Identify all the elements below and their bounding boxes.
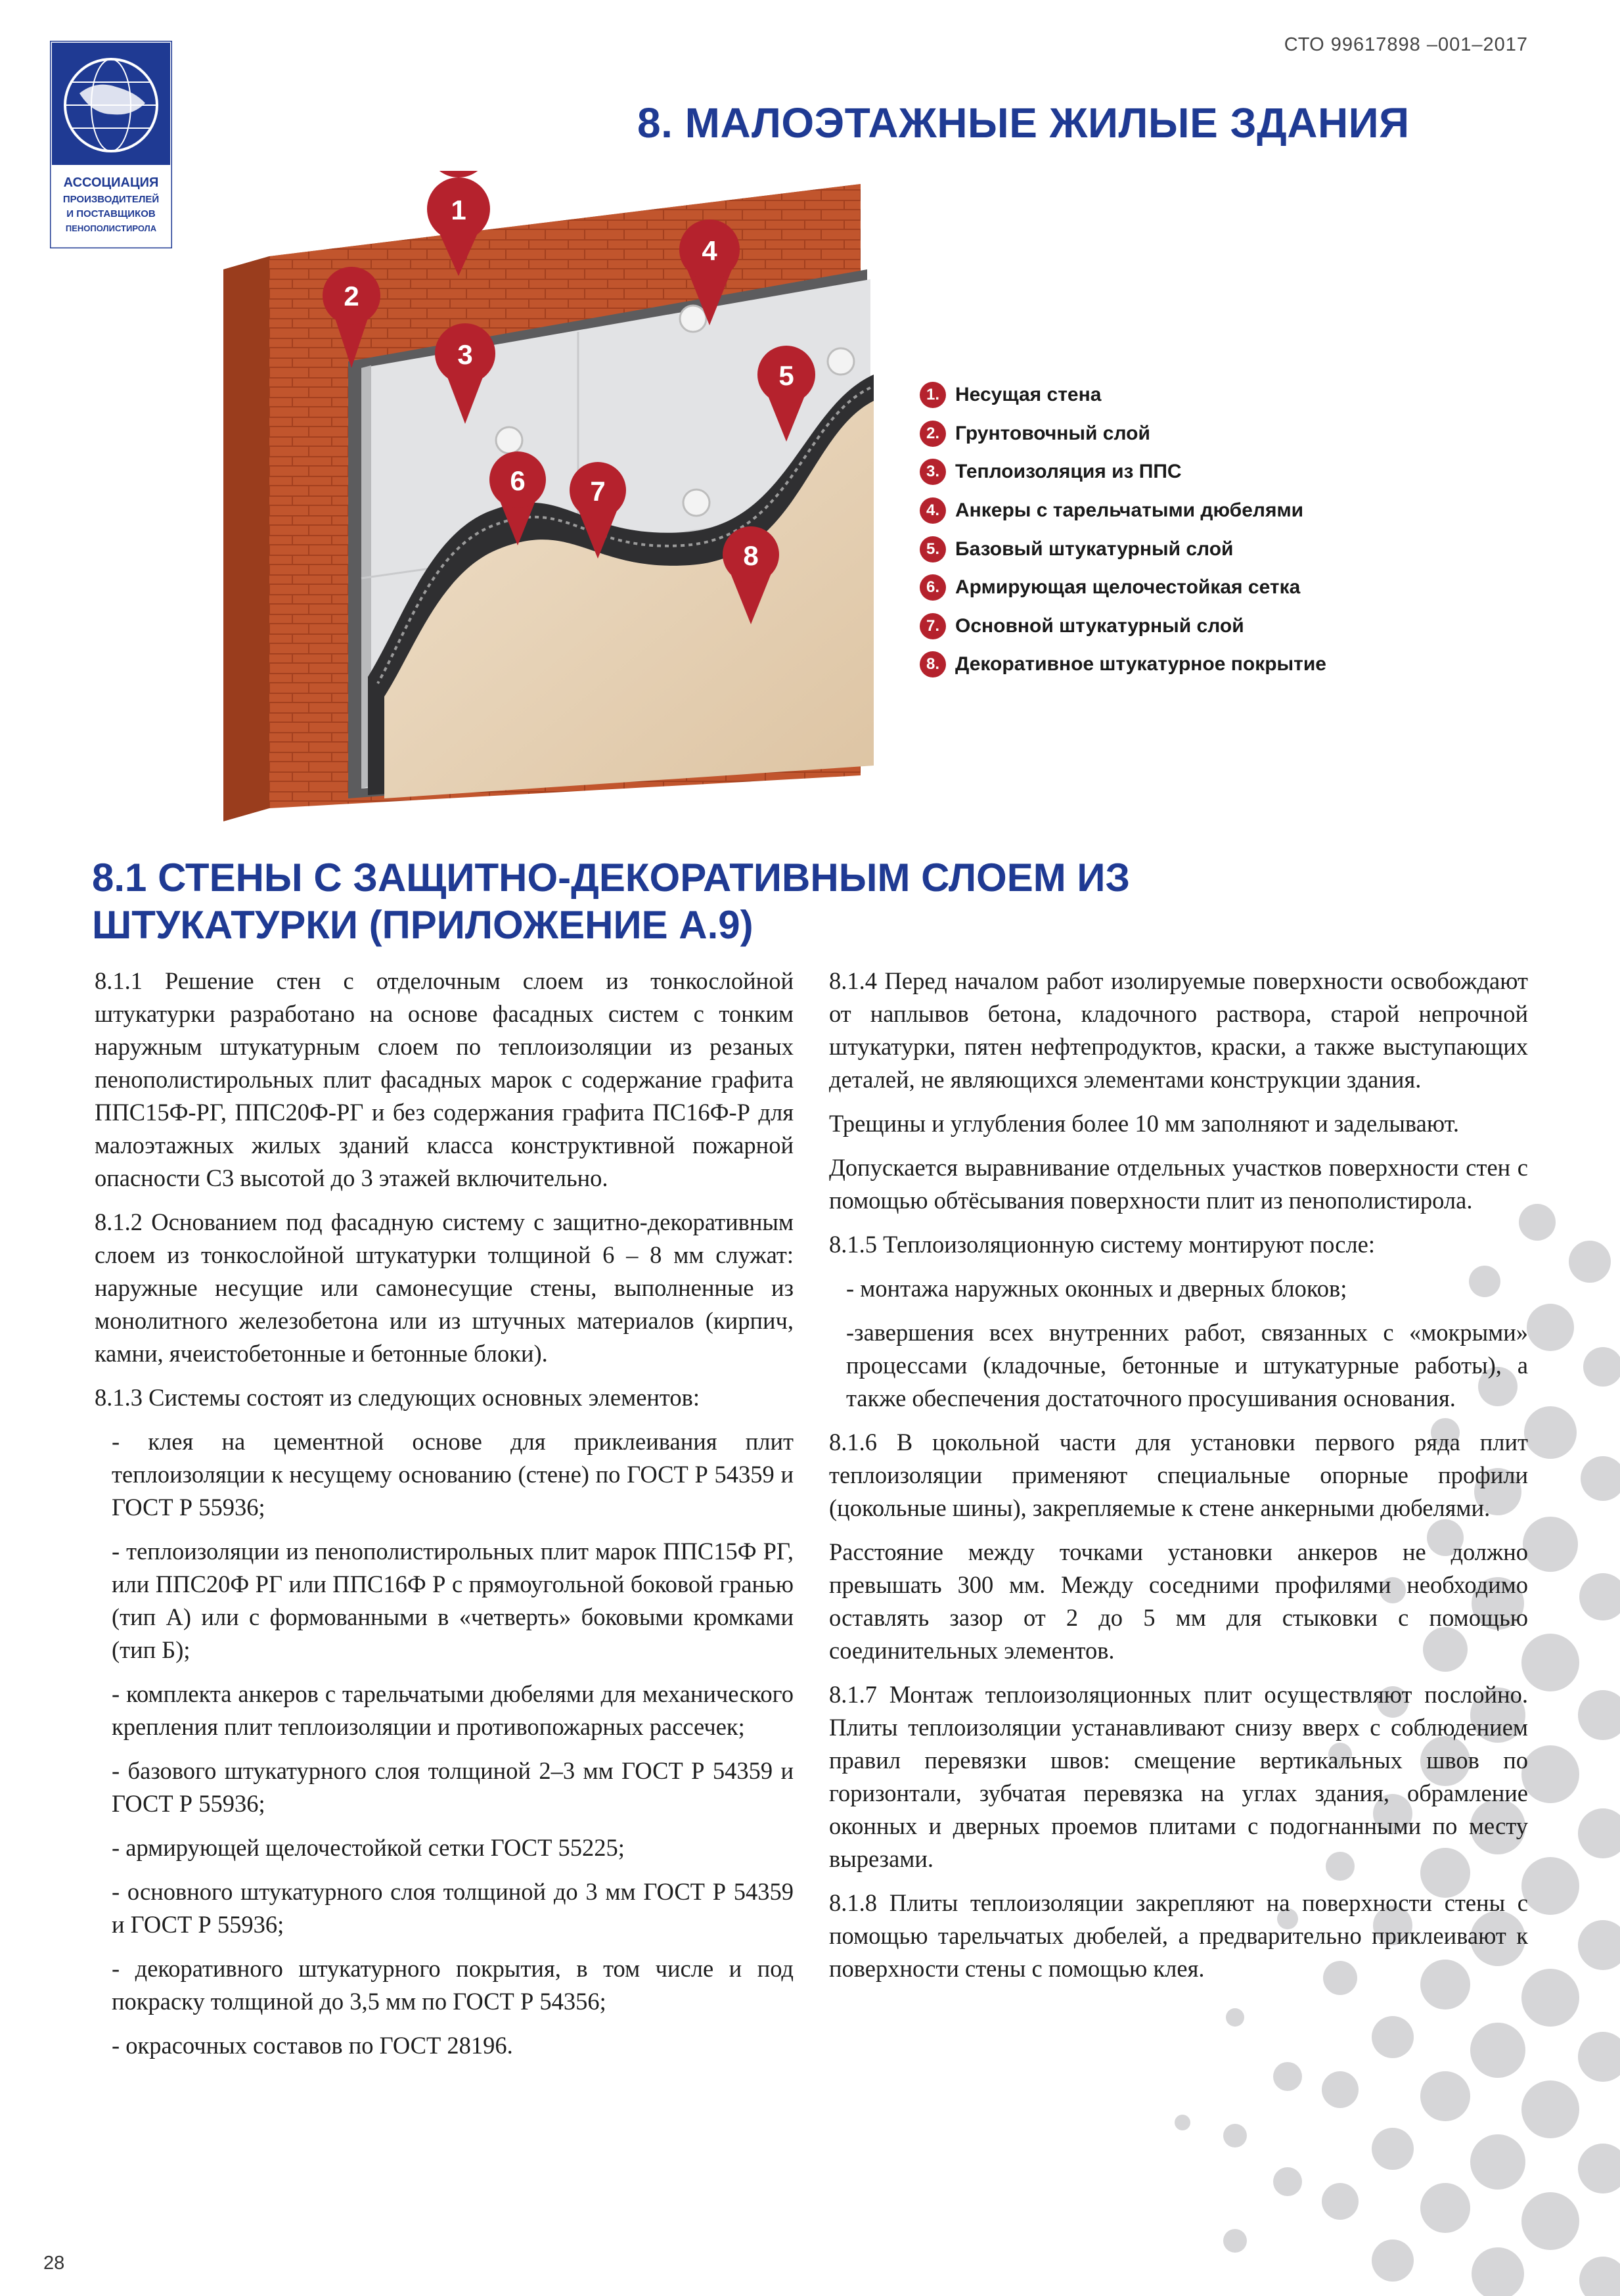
list-item: - базового штукатурного слоя толщиной 2–3 мм ГОСТ Р 54359 и ГОСТ Р 55936;	[112, 1757, 794, 1817]
paragraph: 8.1.5 Теплоизоляционную систему монтируют после:	[829, 1231, 1376, 1258]
logo-line-4: ПЕНОПОЛИСТИРОЛА	[65, 223, 157, 233]
section-title-line-2: ШТУКАТУРКИ (ПРИЛОЖЕНИЕ А.9)	[92, 903, 754, 947]
section-title	[92, 854, 1524, 949]
legend-label: Теплоизоляция из ППС	[955, 461, 1182, 483]
right-text-column	[829, 965, 1528, 1996]
legend-number: 1.	[920, 382, 946, 408]
legend-item	[920, 415, 1326, 453]
document-code: СТО 99617898 –001–2017	[1284, 34, 1528, 55]
association-logo	[50, 41, 172, 248]
legend-item	[920, 453, 1326, 492]
legend-label: Грунтовочный слой	[955, 422, 1150, 444]
legend-item	[920, 645, 1326, 684]
section-title-line-1: 8.1 СТЕНЫ С ЗАЩИТНО-ДЕКОРАТИВНЫМ СЛОЕМ ИЗ	[92, 856, 1131, 900]
svg-text:1: 1	[451, 195, 466, 225]
logo-line-3: И ПОСТАВЩИКОВ	[66, 208, 156, 219]
list-item: - теплоизоляции из пенополистирольных плит марок ППС15Ф РГ, или ППС20Ф РГ или ППС16Ф Р с прямоугольной боковой гранью (тип А) или с формованными в «четверть» боковыми кромками (тип Б);	[112, 1538, 794, 1663]
paragraph: 8.1.2 Основанием под фасадную систему с защитно-декоративным слоем из тонкослойной штукатурки толщиной 6 – 8 мм служат: наружные несущие или самонесущие стены, выполненные из монолитного железобетона или из штучных материалов (кирпич, камни, ячеистобетонные и бетонные блоки).	[95, 1208, 794, 1367]
list-item: - декоративного штукатурного покрытия, в том числе и под покраску толщиной до 3,5 мм по ГОСТ Р 54356;	[112, 1955, 794, 2015]
legend-item	[920, 492, 1326, 530]
legend-label: Армирующая щелочестойкая сетка	[955, 576, 1301, 599]
paragraph: 8.1.4 Перед началом работ изолируемые поверхности освобождают от наплывов бетона, кладочного раствора, старой непрочной штукатурки, пятен нефтепродуктов, краски, а также выступающих деталей, не являющихся элементами конструкции здания.	[829, 967, 1528, 1093]
paragraph: 8.1.1 Решение стен с отделочным слоем из тонкослойной штукатурки разработано на основе фасадных систем с тонким наружным штукатурным слоем по теплоизоляции из резаных пенополистирольных плит фасадных марок с содержание графита ППС15Ф-РГ, ППС20Ф-РГ и без содержания графита ПС16Ф-Р для малоэтажных жилых зданий класса конструктивной пожарной опасности С3 высотой до 3 этажей включительно.	[95, 967, 794, 1191]
legend-label: Декоративное штукатурное покрытие	[955, 653, 1326, 676]
list-item: - окрасочных составов по ГОСТ 28196.	[112, 2032, 513, 2059]
list-item: - армирующей щелочестойкой сетки ГОСТ 55225;	[112, 1834, 625, 1861]
svg-text:2: 2	[344, 281, 359, 311]
wall-layers-diagram	[210, 171, 907, 821]
paragraph: 8.1.7 Монтаж теплоизоляционных плит осуществляют послойно. Плиты теплоизоляции устанавливают снизу вверх с соблюдением правил перевязки швов: смещение вертикальных швов по горизонтали, зубчатая перевязка на углах здания, обрамление оконных и дверных проемов плитами с подогнанными по месту вырезами.	[829, 1681, 1528, 1872]
svg-text:6: 6	[510, 465, 526, 496]
legend-label: Основной штукатурный слой	[955, 614, 1244, 637]
page-number: 28	[43, 2253, 65, 2274]
paragraph: 8.1.6 В цокольной части для установки первого ряда плит теплоизоляции применяют специальные опорные профили (цокольные шины), закрепляемые к стене анкерными дюбелями.	[829, 1429, 1528, 1521]
legend-item	[920, 568, 1326, 607]
diagram-legend	[920, 376, 1326, 684]
paragraph: 8.1.3 Системы состоят из следующих основных элементов:	[95, 1384, 700, 1411]
legend-number: 6.	[920, 574, 946, 601]
list-item: -завершения всех внутренних работ, связанных с «мокрыми» процессами (кладочные, бетонные и штукатурные работы), а также обеспечения достаточного просушивания основания.	[846, 1319, 1528, 1412]
brick-wall-side	[223, 256, 269, 821]
legend-item	[920, 607, 1326, 646]
svg-text:5: 5	[778, 360, 794, 391]
paragraph: Допускается выравнивание отдельных участков поверхности стен с помощью обтёсывания поверхности плит из пенополистирола.	[829, 1154, 1528, 1214]
legend-item	[920, 530, 1326, 568]
list-item: - основного штукатурного слоя толщиной до 3 мм ГОСТ Р 54359 и ГОСТ Р 55936;	[112, 1878, 794, 1938]
paragraph: 8.1.8 Плиты теплоизоляции закрепляют на поверхности стены с помощью тарельчатых дюбелей, а предварительно приклеивают к поверхности стены с помощью клея.	[829, 1889, 1528, 1982]
legend-number: 4.	[920, 497, 946, 524]
paragraph: Расстояние между точками установки анкеров не должно превышать 300 мм. Между соседними профилями необходимо оставлять зазор от 2 до 5 мм для стыковки с помощью соединительных элементов.	[829, 1538, 1528, 1664]
legend-number: 7.	[920, 613, 946, 639]
legend-label: Анкеры с тарельчатыми дюбелями	[955, 499, 1304, 522]
chapter-title: 8. МАЛОЭТАЖНЫЕ ЖИЛЫЕ ЗДАНИЯ	[637, 99, 1410, 147]
legend-label: Базовый штукатурный слой	[955, 538, 1234, 560]
legend-number: 8.	[920, 651, 946, 677]
legend-item	[920, 376, 1326, 415]
legend-number: 3.	[920, 459, 946, 485]
svg-text:3: 3	[457, 339, 473, 370]
paragraph: Трещины и углубления более 10 мм заполняют и заделывают.	[829, 1110, 1459, 1137]
list-item: - монтажа наружных оконных и дверных блоков;	[846, 1275, 1347, 1302]
logo-line-1: АССОЦИАЦИЯ	[63, 175, 159, 190]
svg-text:7: 7	[590, 476, 606, 507]
left-text-column	[95, 965, 794, 2073]
logo-line-2: ПРОИЗВОДИТЕЛЕЙ	[62, 194, 160, 205]
list-item: - клея на цементной основе для приклеивания плит теплоизоляции к несущему основанию (стене) по ГОСТ Р 54359 и ГОСТ Р 55936;	[112, 1428, 794, 1521]
list-item: - комплекта анкеров с тарельчатыми дюбелями для механического крепления плит теплоизоляции и противопожарных рассечек;	[112, 1680, 794, 1740]
svg-text:8: 8	[743, 540, 759, 571]
legend-label: Несущая стена	[955, 384, 1102, 406]
svg-text:4: 4	[702, 235, 717, 266]
legend-number: 5.	[920, 536, 946, 563]
legend-number: 2.	[920, 421, 946, 447]
